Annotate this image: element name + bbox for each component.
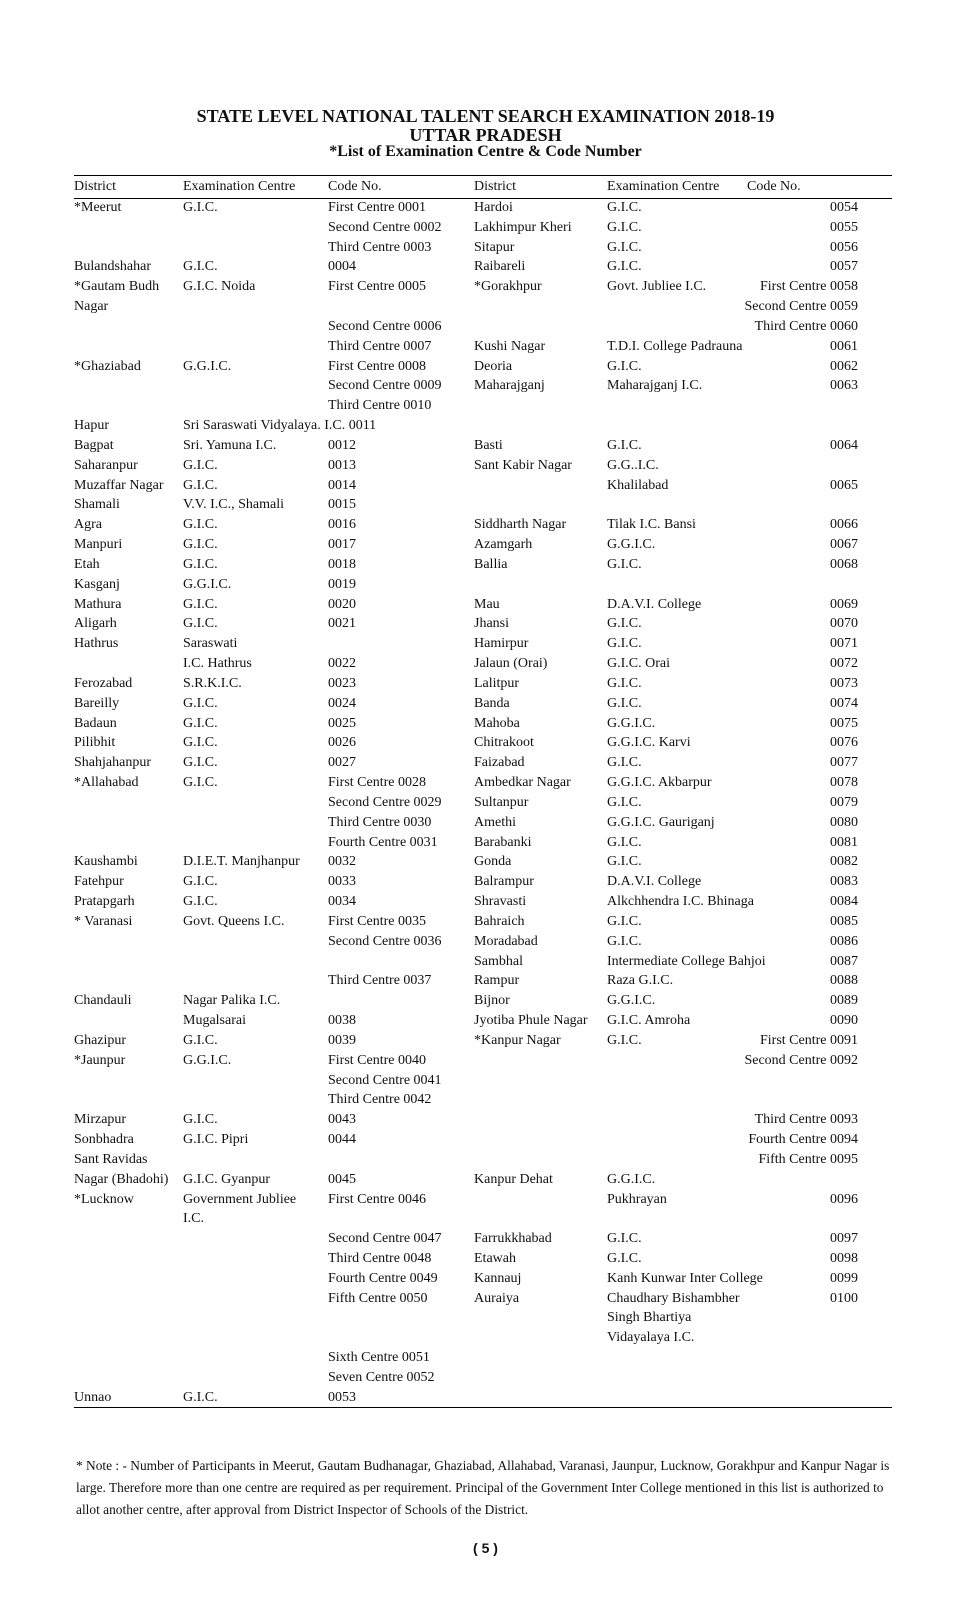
table-cell-code-right: 0073 <box>830 675 858 691</box>
table-cell-code-left: Fifth Centre 0050 <box>328 1290 428 1306</box>
table-cell-district-left: Agra <box>74 517 102 533</box>
table-cell-district-left: *Ghaziabad <box>74 358 141 374</box>
table-cell-centre-left: Nagar Palika I.C. <box>183 993 281 1009</box>
table-cell-code-left: 0026 <box>328 735 356 751</box>
table-cell-centre-right: Kanh Kunwar Inter College <box>607 1270 763 1286</box>
table-cell-code-right: 0075 <box>830 715 858 731</box>
table-cell-centre-left: G.I.C. <box>183 874 218 890</box>
table-cell-centre-right: G.I.C. <box>607 913 642 929</box>
document-subtitle: UTTAR PRADESH <box>409 125 562 145</box>
table-cell-district-left: Muzaffar Nagar <box>74 477 164 493</box>
table-cell-code-left: Second Centre 0006 <box>328 318 442 334</box>
table-cell-code-left: 0014 <box>328 477 356 493</box>
table-cell-code-right: 0055 <box>830 219 858 235</box>
header-district-right: District <box>474 179 516 194</box>
table-cell-centre-right: G.I.C. <box>607 854 642 870</box>
table-cell-code-left: First Centre 0008 <box>328 358 426 374</box>
header-centre-left: Examination Centre <box>183 179 296 194</box>
table-cell-district-right: Faizabad <box>474 755 525 771</box>
table-cell-district-left: Bulandshahar <box>74 259 151 275</box>
table-cell-district-right: Shravasti <box>474 894 527 910</box>
table-cell-centre-right: G.G.I.C. <box>607 715 656 731</box>
table-cell-code-right: 0054 <box>830 200 858 215</box>
table-cell-centre-left: G.I.C. <box>183 775 218 791</box>
table-cell-centre-right: D.A.V.I. College <box>607 874 702 890</box>
table-cell-centre-right: G.G.I.C. <box>607 993 656 1009</box>
table-cell-district-left: Badaun <box>74 715 117 731</box>
table-cell-centre-left: G.I.C. <box>183 556 218 572</box>
table-cell-code-left: Third Centre 0037 <box>328 973 432 989</box>
table-cell-district-right: Banda <box>474 695 510 711</box>
table-cell-centre-right: Singh Bhartiya <box>607 1310 692 1326</box>
table-cell-code-left: First Centre 0046 <box>328 1191 426 1207</box>
table-cell-district-right: Kushi Nagar <box>474 338 546 354</box>
table-cell-code-right: 0096 <box>830 1191 858 1207</box>
table-cell-district-right: *Gorakhpur <box>474 279 542 295</box>
table-cell-code-right: 0090 <box>830 1013 858 1029</box>
table-cell-code-right: 0082 <box>830 854 858 870</box>
table-cell-district-right: Ballia <box>474 556 508 572</box>
table-cell-code-right: Second Centre 0092 <box>744 1052 858 1068</box>
table-cell-centre-right: G.I.C. <box>607 437 642 453</box>
table-cell-centre-left: V.V. I.C., Shamali <box>183 497 284 513</box>
table-cell-district-right: Raibareli <box>474 259 526 275</box>
table-cell-code-right: 0079 <box>830 794 858 810</box>
table-cell-code-left: Sixth Centre 0051 <box>328 1350 430 1366</box>
table-cell-centre-left: D.I.E.T. Manjhanpur <box>183 854 300 870</box>
table-cell-centre-left: G.I.C. <box>183 1389 218 1405</box>
table-cell-code-left: 0043 <box>328 1112 356 1128</box>
table-cell-centre-left: G.I.C. <box>183 477 218 493</box>
table-cell-centre-right: G.I.C. <box>607 933 642 949</box>
table-cell-district-right: Balrampur <box>474 874 534 890</box>
table-cell-district-right: Hamirpur <box>474 636 529 652</box>
table-cell-centre-right: Pukhrayan <box>607 1191 667 1207</box>
table-cell-centre-right: G.I.C. <box>607 239 642 255</box>
table-cell-centre-right: G.I.C. <box>607 1250 642 1266</box>
table-cell-code-left: 0017 <box>328 537 356 553</box>
table-cell-centre-right: G.I.C. <box>607 1032 642 1048</box>
table-cell-district-right: Sultanpur <box>474 794 529 810</box>
table-cell-centre-right: T.D.I. College Padrauna <box>607 338 743 354</box>
table-cell-centre-left: G.I.C. Gyanpur <box>183 1171 271 1187</box>
table-cell-code-left: 0023 <box>328 675 356 691</box>
table-cell-district-left: Sant Ravidas <box>74 1151 148 1167</box>
table-cell-district-right: Farrukkhabad <box>474 1231 552 1247</box>
table-cell-centre-right: G.I.C. <box>607 556 642 572</box>
table-cell-district-right: Lalitpur <box>474 675 520 691</box>
table-cell-centre-left: S.R.K.I.C. <box>183 675 242 691</box>
table-cell-centre-left: Mugalsarai <box>183 1013 246 1029</box>
table-cell-code-left: 0038 <box>328 1013 356 1029</box>
table-cell-code-right: 0081 <box>830 834 858 850</box>
table-cell-district-right: Sant Kabir Nagar <box>474 457 572 473</box>
table-cell-code-left: 0015 <box>328 497 356 513</box>
table-cell-centre-right: G.I.C. <box>607 675 642 691</box>
table-cell-centre-right: Chaudhary Bishambher <box>607 1290 740 1306</box>
table-cell-centre-right: G.I.C. <box>607 755 642 771</box>
table-cell-code-left: 0024 <box>328 695 356 711</box>
table-cell-district-left: Kasganj <box>74 576 120 592</box>
table-cell-code-left: 0032 <box>328 854 356 870</box>
table-cell-code-left: 0034 <box>328 894 356 910</box>
table-cell-code-left: Second Centre 0036 <box>328 933 442 949</box>
table-cell-district-left: Mathura <box>74 596 122 612</box>
table-cell-code-right: Third Centre 0060 <box>754 318 858 334</box>
table-cell-district-right: Rampur <box>474 973 520 989</box>
table-cell-district-right: Jyotiba Phule Nagar <box>474 1013 588 1029</box>
table-cell-district-right: Etawah <box>474 1250 516 1266</box>
table-cell-code-left: Second Centre 0002 <box>328 219 442 235</box>
table-cell-district-left: Manpuri <box>74 537 123 553</box>
table-cell-code-left: First Centre 0035 <box>328 913 426 929</box>
table-cell-centre-left: G.G.I.C. <box>183 576 232 592</box>
table-cell-centre-left: G.I.C. <box>183 755 218 771</box>
table-cell-district-right: Amethi <box>474 814 516 830</box>
table-cell-centre-right: G.I.C. <box>607 358 642 374</box>
table-cell-centre-right: G.I.C. <box>607 200 642 215</box>
table-cell-district-left: *Gautam Budh <box>74 279 160 295</box>
table-cell-centre-left: I.C. Hathrus <box>183 656 252 672</box>
table-cell-district-right: Bahraich <box>474 913 525 929</box>
table-cell-district-left: Hapur <box>74 418 109 434</box>
table-cell-code-left: 0044 <box>328 1132 356 1147</box>
table-cell-centre-left: G.I.C. <box>183 616 218 632</box>
table-cell-code-right: 0065 <box>830 477 858 493</box>
table-cell-centre-left: G.I.C. <box>183 894 218 910</box>
table-cell-district-left: Bareilly <box>74 695 120 711</box>
table-cell-district-left: Hathrus <box>74 636 119 652</box>
table-cell-code-right: 0072 <box>830 656 858 672</box>
table-cell-code-right: 0077 <box>830 755 858 771</box>
table-cell-centre-right: Tilak I.C. Bansi <box>607 517 696 533</box>
table-cell-centre-right: Intermediate College Bahjoi <box>607 953 766 969</box>
table-cell-code-left: Third Centre 0003 <box>328 239 432 255</box>
table-cell-centre-left: G.I.C. <box>183 1112 218 1128</box>
table-cell-centre-left: G.I.C. Noida <box>183 279 256 295</box>
table-cell-district-right: Sitapur <box>474 239 515 255</box>
table-bottom-rule <box>74 1407 892 1408</box>
table-cell-district-left: *Lucknow <box>74 1191 134 1207</box>
table-top-rule <box>74 175 892 176</box>
table-cell-code-left: 0019 <box>328 576 356 592</box>
table-cell-centre-right: D.A.V.I. College <box>607 596 702 612</box>
table-cell-code-left: 0020 <box>328 596 356 612</box>
table-cell-code-right: 0099 <box>830 1270 858 1286</box>
table-cell-centre-right: G.G..I.C. <box>607 457 659 473</box>
table-cell-centre-right: Raza G.I.C. <box>607 973 674 989</box>
table-cell-centre-right: G.I.C. <box>607 259 642 275</box>
table-cell-centre-right: Khalilabad <box>607 477 669 493</box>
table-cell-district-right: Basti <box>474 437 503 453</box>
table-cell-centre-right: G.G.I.C. Akbarpur <box>607 775 712 791</box>
table-cell-district-right: Mahoba <box>474 715 520 731</box>
table-cell-district-left: Sonbhadra <box>74 1132 134 1147</box>
table-cell-code-left: 0004 <box>328 259 356 275</box>
table-cell-code-left: 0016 <box>328 517 356 533</box>
table-cell-code-right: 0064 <box>830 437 858 453</box>
footnote: * Note : - Number of Participants in Meerut, Gautam Budhanagar, Ghaziabad, Allahabad, Varanasi, Jaunpur, Lucknow, Gorakhpur and Kanpur Nagar is large. Therefore more than one centre are required as per requirement. Principal of the Government Inter College mentioned in this list is authorized to allot another centre, after approval from District Inspector of Schools of the District. <box>76 1458 890 1517</box>
table-cell-district-right: Auraiya <box>474 1290 520 1306</box>
table-cell-code-left: Third Centre 0010 <box>328 398 432 414</box>
page-number: ( 5 ) <box>473 1540 498 1556</box>
table-cell-district-left: Chandauli <box>74 993 132 1009</box>
table-cell-code-right: 0100 <box>830 1290 858 1306</box>
table-cell-centre-left: Sri Saraswati Vidyalaya. I.C. 0011 <box>183 418 377 434</box>
table-cell-district-right: Deoria <box>474 358 513 374</box>
table-cell-centre-right: G.I.C. <box>607 1231 642 1247</box>
table-cell-code-left: Third Centre 0007 <box>328 338 432 354</box>
table-cell-centre-right: G.I.C. <box>607 834 642 850</box>
table-cell-code-right: 0057 <box>830 259 858 275</box>
table-cell-centre-left: Government Jubliee <box>183 1191 297 1207</box>
table-cell-centre-right: G.I.C. <box>607 616 642 632</box>
table-cell-code-left: 0039 <box>328 1032 356 1048</box>
table-cell-district-left: Pilibhit <box>74 735 116 751</box>
table-cell-district-right: Hardoi <box>474 200 513 215</box>
table-cell-district-left: Bagpat <box>74 437 114 453</box>
table-cell-code-right: 0062 <box>830 358 858 374</box>
table-cell-code-right: 0069 <box>830 596 858 612</box>
table-cell-centre-right: G.G.I.C. Gauriganj <box>607 814 715 830</box>
table-cell-code-right: First Centre 0058 <box>760 279 858 295</box>
table-cell-district-right: Barabanki <box>474 834 532 850</box>
table-cell-district-right: Bijnor <box>474 993 510 1009</box>
table-cell-centre-left: G.I.C. <box>183 596 218 612</box>
table-cell-centre-left: G.I.C. <box>183 695 218 711</box>
table-cell-code-right: 0097 <box>830 1231 858 1247</box>
table-cell-centre-right: Vidayalaya I.C. <box>607 1330 695 1346</box>
table-cell-district-left: Etah <box>74 556 100 572</box>
table-cell-code-right: 0071 <box>830 636 858 652</box>
table-cell-district-right: Gonda <box>474 854 512 870</box>
table-cell-district-right: Azamgarh <box>474 537 533 553</box>
table-cell-centre-right: Alkchhendra I.C. Bhinaga <box>607 894 754 910</box>
table-cell-code-right: 0067 <box>830 537 858 553</box>
table-cell-centre-left: G.I.C. <box>183 259 218 275</box>
table-cell-district-left: Fatehpur <box>74 874 124 890</box>
table-cell-centre-left: G.I.C. <box>183 715 218 731</box>
table-cell-district-right: Lakhimpur Kheri <box>474 219 572 235</box>
table-cell-district-right: Moradabad <box>474 933 538 949</box>
table-cell-code-right: Second Centre 0059 <box>744 299 858 315</box>
table-cell-code-left: 0013 <box>328 457 356 473</box>
table-cell-code-left: 0018 <box>328 556 356 572</box>
table-cell-code-right: 0098 <box>830 1250 858 1266</box>
table-cell-code-left: 0022 <box>328 656 356 672</box>
table-cell-district-left: Ghazipur <box>74 1032 127 1048</box>
table-cell-district-right: Kannauj <box>474 1270 522 1286</box>
table-cell-district-right: Sambhal <box>474 953 523 969</box>
table-cell-district-left: * Varanasi <box>74 913 133 929</box>
table-cell-district-left: Nagar (Bhadohi) <box>74 1171 169 1187</box>
table-cell-code-left: Fourth Centre 0049 <box>328 1270 438 1286</box>
table-cell-code-left: Second Centre 0029 <box>328 794 442 810</box>
table-cell-centre-left: Sri. Yamuna I.C. <box>183 437 277 453</box>
table-cell-centre-left: G.I.C. <box>183 1032 218 1048</box>
table-cell-code-left: Second Centre 0009 <box>328 378 442 394</box>
table-cell-centre-left: G.G.I.C. <box>183 1052 232 1068</box>
table-cell-centre-left: G.I.C. <box>183 200 218 215</box>
table-cell-centre-right: G.I.C. <box>607 794 642 810</box>
table-cell-code-right: 0076 <box>830 735 858 751</box>
table-cell-district-left: Saharanpur <box>74 457 138 473</box>
table-cell-district-left: Shahjahanpur <box>74 755 151 771</box>
table-cell-district-right: Maharajganj <box>474 378 545 394</box>
header-code-right: Code No. <box>747 179 801 194</box>
table-cell-district-right: Jhansi <box>474 616 509 632</box>
table-cell-centre-left: Govt. Queens I.C. <box>183 913 285 929</box>
table-cell-code-left: Seven Centre 0052 <box>328 1369 435 1385</box>
table-cell-code-right: 0089 <box>830 993 858 1009</box>
table-cell-district-left: Kaushambi <box>74 854 138 870</box>
table-cell-district-left: Unnao <box>74 1389 112 1405</box>
table-cell-centre-left: I.C. <box>183 1211 204 1227</box>
table-cell-code-left: 0033 <box>328 874 356 890</box>
table-cell-code-left: Third Centre 0042 <box>328 1092 432 1108</box>
table-cell-centre-right: G.I.C. <box>607 695 642 711</box>
document-title: STATE LEVEL NATIONAL TALENT SEARCH EXAMINATION 2018-19 <box>196 106 775 126</box>
table-cell-code-right: 0088 <box>830 973 858 989</box>
table-cell-centre-right: G.G.I.C. <box>607 1171 656 1187</box>
table-cell-code-right: 0086 <box>830 933 858 949</box>
table-cell-centre-right: G.I.C. <box>607 636 642 652</box>
table-cell-code-right: 0061 <box>830 338 858 354</box>
table-cell-district-right: Ambedkar Nagar <box>474 775 571 791</box>
table-cell-code-left: First Centre 0040 <box>328 1052 426 1068</box>
table-cell-code-right: Fourth Centre 0094 <box>748 1132 858 1147</box>
table-cell-code-left: 0021 <box>328 616 356 632</box>
table-cell-centre-left: G.G.I.C. <box>183 358 232 374</box>
table-cell-district-left: *Allahabad <box>74 775 139 791</box>
table-cell-centre-right: G.I.C. <box>607 219 642 235</box>
table-cell-code-left: First Centre 0005 <box>328 279 426 295</box>
table-cell-code-right: 0080 <box>830 814 858 830</box>
table-cell-code-right: First Centre 0091 <box>760 1032 858 1048</box>
table-cell-centre-right: G.I.C. Orai <box>607 656 670 672</box>
table-cell-district-right: Kanpur Dehat <box>474 1171 553 1187</box>
table-cell-code-right: Fifth Centre 0095 <box>758 1151 858 1167</box>
table-cell-district-left: Pratapgarh <box>74 894 135 910</box>
table-cell-code-left: 0025 <box>328 715 356 731</box>
table-cell-code-left: 0027 <box>328 755 356 771</box>
table-cell-centre-left: G.I.C. Pipri <box>183 1132 249 1147</box>
table-cell-district-left: Ferozabad <box>74 675 133 691</box>
table-cell-district-right: Siddharth Nagar <box>474 517 567 533</box>
table-cell-centre-left: Saraswati <box>183 636 238 652</box>
table-cell-code-right: Third Centre 0093 <box>754 1112 858 1128</box>
table-cell-code-left: Third Centre 0048 <box>328 1250 432 1266</box>
table-cell-code-left: Fourth Centre 0031 <box>328 834 438 850</box>
table-cell-centre-right: Maharajganj I.C. <box>607 378 703 394</box>
table-cell-centre-right: Govt. Jubliee I.C. <box>607 279 707 295</box>
table-cell-code-right: 0087 <box>830 953 858 969</box>
table-cell-code-right: 0074 <box>830 695 858 711</box>
table-cell-code-right: 0078 <box>830 775 858 791</box>
table-cell-code-right: 0085 <box>830 913 858 929</box>
table-cell-code-left: 0012 <box>328 437 356 453</box>
table-cell-centre-right: G.G.I.C. Karvi <box>607 735 691 751</box>
table-cell-district-left: Mirzapur <box>74 1112 127 1128</box>
table-cell-code-left: Second Centre 0041 <box>328 1072 442 1088</box>
table-cell-code-right: 0083 <box>830 874 858 890</box>
table-cell-code-left: 0045 <box>328 1171 356 1187</box>
table-cell-district-right: Mau <box>474 596 500 612</box>
table-cell-code-left: Second Centre 0047 <box>328 1231 442 1247</box>
table-cell-district-left: Aligarh <box>74 616 117 632</box>
table-cell-district-right: *Kanpur Nagar <box>474 1032 561 1048</box>
table-cell-district-right: Jalaun (Orai) <box>474 656 548 672</box>
table-cell-code-left: Third Centre 0030 <box>328 814 432 830</box>
header-code-left: Code No. <box>328 179 382 194</box>
table-cell-code-right: 0084 <box>830 894 858 910</box>
table-cell-code-right: 0066 <box>830 517 858 533</box>
table-cell-district-left: *Meerut <box>74 200 122 215</box>
list-heading: *List of Examination Centre & Code Number <box>329 143 642 160</box>
table-cell-code-left: 0053 <box>328 1389 356 1405</box>
table-cell-centre-left: G.I.C. <box>183 517 218 533</box>
table-cell-centre-left: G.I.C. <box>183 457 218 473</box>
table-cell-code-right: 0070 <box>830 616 858 632</box>
table-cell-code-right: 0063 <box>830 378 858 394</box>
table-cell-code-right: 0056 <box>830 239 858 255</box>
header-centre-right: Examination Centre <box>607 179 720 194</box>
table-cell-centre-right: G.I.C. Amroha <box>607 1013 691 1029</box>
table-cell-district-left: Shamali <box>74 497 120 513</box>
table-cell-district-left: Nagar <box>74 299 109 315</box>
table-cell-centre-right: G.G.I.C. <box>607 537 656 553</box>
table-cell-code-left: First Centre 0001 <box>328 200 426 215</box>
table-cell-code-left: First Centre 0028 <box>328 775 426 791</box>
table-cell-district-right: Chitrakoot <box>474 735 534 751</box>
header-district-left: District <box>74 179 116 194</box>
table-cell-centre-left: G.I.C. <box>183 537 218 553</box>
table-cell-code-right: 0068 <box>830 556 858 572</box>
table-cell-centre-left: G.I.C. <box>183 735 218 751</box>
table-cell-district-left: *Jaunpur <box>74 1052 126 1068</box>
